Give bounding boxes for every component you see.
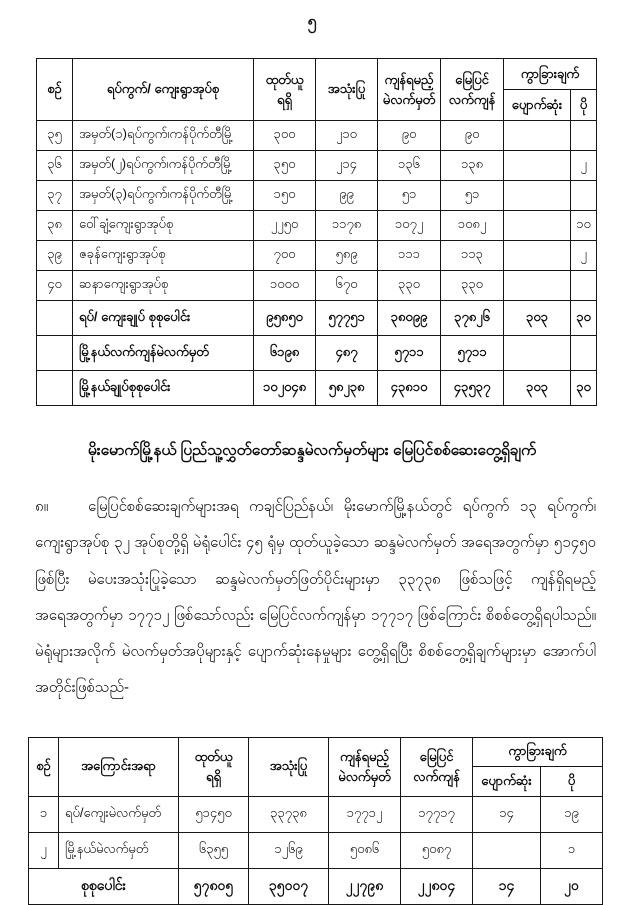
col-remaining-line2: မဲလက်မှတ် (382, 91, 436, 107)
cell-issued: ၇၀၀ (254, 241, 316, 271)
cell-serial: ၄၀ (37, 271, 73, 301)
cell-used: ၃၃၇၃၈ (249, 796, 329, 832)
cell-serial (37, 371, 73, 406)
findings-summary-table (28, 737, 603, 905)
col-issued (179, 737, 249, 796)
cell-remaining: ၁၃၆ (378, 151, 441, 181)
col-remaining (378, 59, 441, 121)
cell-ground-balance: ၅၇၁၁ (441, 336, 504, 371)
cell-subject: ရပ်/ကျေးမဲလက်မှတ် (59, 796, 179, 832)
cell-issued: ၅၇၈၀၅ (179, 868, 249, 904)
table-header-row (29, 737, 603, 766)
cell-serial: ၁ (29, 796, 59, 832)
col-ground-line2: လက်ကျန် (413, 768, 460, 784)
cell-ground-balance: ၃၇၈၂၆ (441, 301, 504, 336)
table-row (37, 151, 597, 181)
cell-issued: ၆၃၅၅ (179, 832, 249, 868)
cell-missing (473, 832, 541, 868)
cell-ward-name: ဇခုန်ကျေးရွာအုပ်စု (73, 241, 254, 271)
cell-ground-balance: ၄၃၅၃၇ (441, 371, 504, 406)
cell-summary-label: မြို့နယ်ချုပ်စုစုပေါင်း (73, 371, 254, 406)
cell-used: ၂၁၀ (316, 121, 378, 151)
cell-summary-label: မြို့နယ်လက်ကျန်မဲလက်မှတ် (73, 336, 254, 371)
cell-ground-balance: ၁၇၇၁၇ (401, 796, 473, 832)
cell-ground-balance: ၂၂၈၀၄ (401, 868, 473, 904)
cell-extra: ၁၉ (541, 796, 603, 832)
cell-issued: ၁၀၂၀၄၈ (254, 371, 316, 406)
cell-used: ၆၇၀ (316, 271, 378, 301)
summary-row (37, 336, 597, 371)
col-used: အသုံးပြု (316, 59, 378, 121)
col-ground-balance (441, 59, 504, 121)
cell-missing (504, 336, 571, 371)
summary-row (37, 301, 597, 336)
cell-extra (571, 336, 597, 371)
cell-issued: ၃၅၀ (254, 151, 316, 181)
table-row (37, 211, 597, 241)
cell-missing (504, 121, 571, 151)
cell-remaining: ၃၈၀၉၉ (378, 301, 441, 336)
cell-extra: ၃၀ (571, 371, 597, 406)
cell-ward-name: အမှတ်(၂)ရပ်ကွက်၊ကန်ပိုက်တီမြို့ (73, 151, 254, 181)
col-ground-balance (401, 737, 473, 796)
cell-issued: ၉၅၈၅၀ (254, 301, 316, 336)
cell-remaining: ၅၀၈၆ (329, 832, 401, 868)
cell-summary-label: ရပ်/ ကျေးချုပ် စုစုပေါင်း (73, 301, 254, 336)
cell-remaining: ၃၃၀ (378, 271, 441, 301)
paragraph (35, 489, 596, 707)
cell-issued: ၁၀၀၀ (254, 271, 316, 301)
cell-remaining: ၅၇၁၁ (378, 336, 441, 371)
cell-used: ၅၈၂၃၈ (316, 371, 378, 406)
cell-total-label: စုစုပေါင်း (29, 868, 179, 904)
section-title: မိုးမောက်မြို့နယ် ပြည်သူ့လွှတ်တော်ဆန္ဒမဲလက်မှတ်များ မြေပြင်စစ်ဆေးတွေ့ရှိချက် (87, 442, 537, 459)
cell-missing (504, 151, 571, 181)
col-missing: ပျောက်ဆုံး (504, 90, 571, 121)
cell-missing (504, 241, 571, 271)
cell-remaining: ၁၇၇၁၂ (329, 796, 401, 832)
col-ground-line2: လက်ကျန် (448, 91, 496, 107)
table-row (37, 181, 597, 211)
col-used: အသုံးပြု (249, 737, 329, 796)
cell-missing: ၃၀၃ (504, 301, 571, 336)
col-issued-line1: ထုတ်ယူ (194, 749, 233, 765)
cell-used: ၅၇၇၅၁ (316, 301, 378, 336)
cell-serial: ၃၅ (37, 121, 73, 151)
col-extra: ပို (571, 90, 597, 121)
cell-ground-balance: ၃၃၀ (441, 271, 504, 301)
cell-extra: ၂ (571, 151, 597, 181)
cell-extra (571, 121, 597, 151)
table-row (37, 271, 597, 301)
col-serial: စဉ် (37, 59, 73, 121)
col-subject: အကြောင်းအရာ (59, 737, 179, 796)
cell-remaining: ၅၁ (378, 181, 441, 211)
cell-extra (571, 181, 597, 211)
cell-remaining: ၂၂၇၉၈ (329, 868, 401, 904)
cell-extra: ၂ (571, 241, 597, 271)
col-remaining-line1: ကျန်ရမည့် (340, 749, 389, 765)
cell-serial: ၃၈ (37, 211, 73, 241)
cell-missing: ၃၀၃ (504, 371, 571, 406)
cell-ground-balance: ၅၁ (441, 181, 504, 211)
cell-missing (504, 181, 571, 211)
cell-issued: ၅၁၄၅၀ (179, 796, 249, 832)
cell-remaining: ၁၁၁ (378, 241, 441, 271)
cell-extra: ၂၀ (541, 868, 603, 904)
cell-ground-balance: ၁၃၈ (441, 151, 504, 181)
ward-ballot-table (36, 58, 597, 406)
cell-ward-name: ဆနာကျေးရွာအုပ်စု (73, 271, 254, 301)
cell-ward-name: အမှတ်(၃)ရပ်ကွက်၊ကန်ပိုက်တီမြို့ (73, 181, 254, 211)
cell-ward-name: ဝေါ်ချံ့ကျေးရွာအုပ်စု (73, 211, 254, 241)
cell-remaining: ၁၀၇၂ (378, 211, 441, 241)
cell-used: ၃၅၀၀၇ (249, 868, 329, 904)
cell-remaining: ၄၃၈၁၀ (378, 371, 441, 406)
col-difference: ကွာခြားချက် (473, 737, 603, 766)
cell-issued: ၁၅၀ (254, 181, 316, 211)
col-remaining-line1: ကျန်ရမည့် (384, 72, 434, 87)
cell-issued: ၂၂၅၀ (254, 211, 316, 241)
cell-serial: ၃၆ (37, 151, 73, 181)
col-ward-name: ရပ်ကွက်/ ကျေးရွာအုပ်စု (73, 59, 254, 121)
col-issued (254, 59, 316, 121)
table-row (37, 121, 597, 151)
table-row (29, 796, 603, 832)
cell-ground-balance: ၁၁၃ (441, 241, 504, 271)
col-issued-line2: ရရှိ (206, 768, 221, 784)
col-issued-line2: ရရှိ (277, 91, 292, 107)
cell-remaining: ၉၀ (378, 121, 441, 151)
table-row (29, 832, 603, 868)
table-header-row (37, 59, 597, 90)
col-remaining (329, 737, 401, 796)
cell-extra (571, 271, 597, 301)
cell-used: ၂၁၄ (316, 151, 378, 181)
page-number: ၅ (307, 13, 317, 30)
cell-ground-balance: ၁၀၈၂ (441, 211, 504, 241)
cell-used: ၅၈၉ (316, 241, 378, 271)
col-missing: ပျောက်ဆုံး (473, 766, 541, 796)
cell-serial: ၃၇ (37, 181, 73, 211)
col-extra: ပို (541, 766, 603, 796)
cell-ground-balance: ၅၀၈၇ (401, 832, 473, 868)
cell-extra: ၁ (541, 832, 603, 868)
cell-missing (504, 211, 571, 241)
cell-ground-balance: ၉၀ (441, 121, 504, 151)
cell-serial: ၂ (29, 832, 59, 868)
summary-row (37, 371, 597, 406)
col-serial: စဉ် (29, 737, 59, 796)
cell-serial: ၃၉ (37, 241, 73, 271)
col-remaining-line2: မဲလက်မှတ် (338, 768, 391, 784)
cell-extra: ၁၀ (571, 211, 597, 241)
cell-used: ၁၂၆၉ (249, 832, 329, 868)
paragraph-body: မြေပြင်စစ်ဆေးချက်များအရ ကချင်ပြည်နယ်၊ မိုးမောက်မြို့နယ်တွင် ရပ်ကွက် ၁၃ ရပ်ကွက်၊ ကျေးရွာအုပ်စု ၃၂ အုပ်စုတို့ရှိ မဲရုံပေါင်း ၄၅ ရုံမှ ထုတ်ယူခဲ့သော ဆန္ဒမဲလက်မှတ် အရေအတွက်မှာ ၅၁၄၅၀ ဖြစ်ပြီး မဲပေးအသုံးပြုခဲ့သော ဆန္ဒမဲလက်မှတ်ဖြတ်ပိုင်းများမှာ ၃၃၇၃၈ ဖြစ်သဖြင့် ကျန်ရှိရမည့် အရေအတွက်မှာ ၁၇၇၁၂ ဖြစ်သော်လည်း မြေပြင်လက်ကျန်မှာ ၁၇၇၁၇ ဖြစ်ကြောင်း စိစစ်တွေ့ရှိရပါသည်။ မဲရုံများအလိုက် မဲလက်မှတ်အပိုများနှင့် ပျောက်ဆုံးနေမှုများ တွေ့ရှိရပြီး စိစစ်တွေ့ရှိချက်များမှာ အောက်ပါအတိုင်းဖြစ်သည်- (35, 498, 596, 697)
table-row (37, 241, 597, 271)
total-row (29, 868, 603, 904)
col-ground-line1: မြေပြင် (419, 749, 454, 765)
col-ground-line1: မြေပြင် (455, 72, 489, 87)
cell-used: ၉၉ (316, 181, 378, 211)
cell-missing (504, 271, 571, 301)
cell-ward-name: အမှတ်(၁)ရပ်ကွက်၊ကန်ပိုက်တီမြို့ (73, 121, 254, 151)
cell-serial (37, 336, 73, 371)
cell-issued: ၃၀၀ (254, 121, 316, 151)
paragraph-number: ၈။ (35, 498, 49, 515)
cell-subject: မြို့နယ်မဲလက်မှတ် (59, 832, 179, 868)
cell-missing: ၁၄ (473, 796, 541, 832)
cell-extra: ၃၀ (571, 301, 597, 336)
cell-missing: ၁၄ (473, 868, 541, 904)
cell-issued: ၆၁၉၈ (254, 336, 316, 371)
cell-used: ၁၁၇၈ (316, 211, 378, 241)
cell-serial (37, 301, 73, 336)
col-issued-line1: ထုတ်ယူ (265, 72, 304, 87)
col-difference: ကွာခြားချက် (504, 59, 597, 90)
cell-used: ၄၈၇ (316, 336, 378, 371)
